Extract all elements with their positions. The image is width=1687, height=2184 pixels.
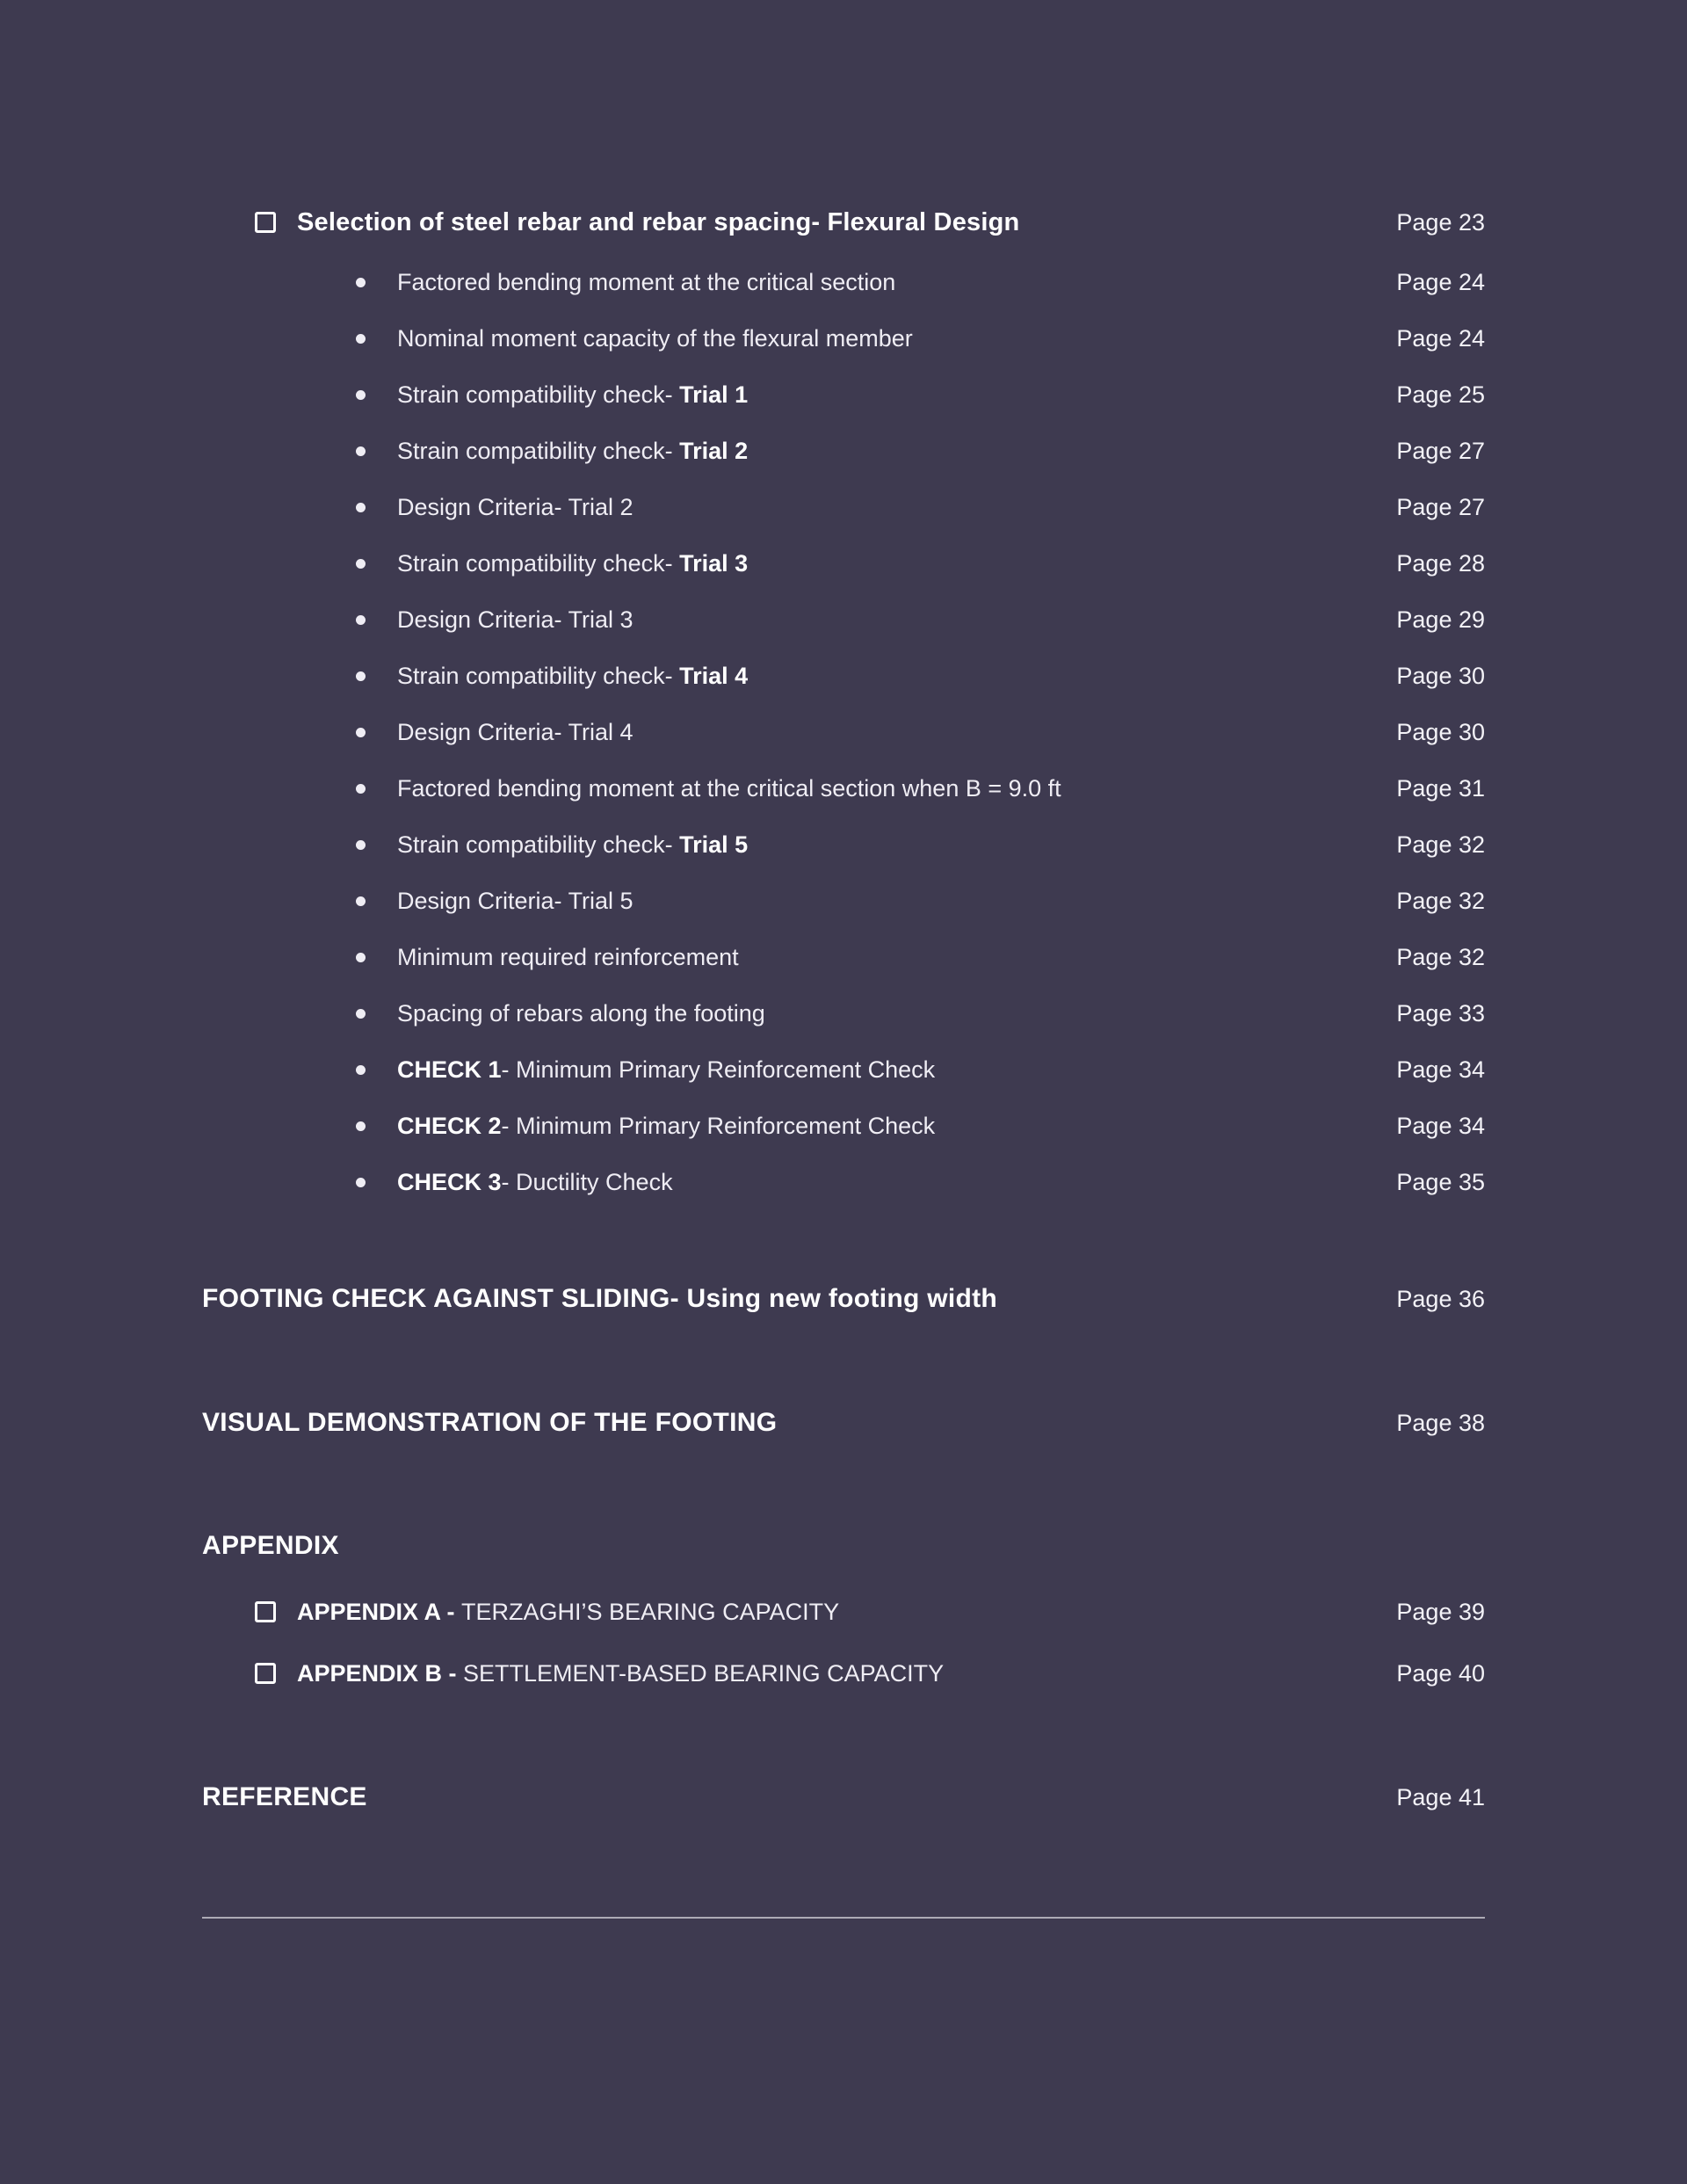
toc-item[interactable] — [202, 535, 1485, 591]
checkbox-icon[interactable] — [255, 212, 276, 233]
bullet-icon — [356, 278, 366, 287]
page-number: Page 33 — [1396, 999, 1485, 1027]
toc-item-label: Design Criteria- Trial 3 — [397, 606, 634, 633]
toc-item-label: CHECK 1- Minimum Primary Reinforcement Check — [397, 1056, 936, 1083]
page-number: Page 34 — [1396, 1056, 1485, 1083]
bullet-icon — [356, 390, 366, 400]
page-number: Page 24 — [1396, 268, 1485, 295]
checkbox-icon[interactable] — [255, 1601, 276, 1622]
bullet-icon — [356, 896, 366, 906]
page-number: Page 32 — [1396, 831, 1485, 858]
toc-item[interactable] — [202, 985, 1485, 1041]
toc-item-label: Strain compatibility check- Trial 5 — [397, 831, 749, 858]
bullet-icon — [356, 615, 366, 625]
divider — [202, 1917, 1485, 1919]
toc-item-label: Design Criteria- Trial 2 — [397, 493, 634, 520]
toc-item-label: Strain compatibility check- Trial 4 — [397, 662, 749, 689]
toc-item-label: Design Criteria- Trial 5 — [397, 887, 634, 914]
toc-item-label: Spacing of rebars along the footing — [397, 999, 765, 1027]
toc-item[interactable] — [202, 479, 1485, 535]
page-number: Page 41 — [1396, 1783, 1485, 1810]
toc-item-label: CHECK 3- Ductility Check — [397, 1168, 673, 1195]
toc-item[interactable] — [202, 816, 1485, 873]
toc-item-label: Design Criteria- Trial 4 — [397, 718, 634, 745]
toc-item-label: Minimum required reinforcement — [397, 943, 739, 970]
bullet-icon — [356, 1065, 366, 1075]
page-number: Page 34 — [1396, 1112, 1485, 1139]
page-number: Page 30 — [1396, 718, 1485, 745]
toc-item-label: Strain compatibility check- Trial 1 — [397, 381, 749, 408]
bullet-icon — [356, 1178, 366, 1187]
toc-item[interactable] — [202, 704, 1485, 760]
toc-item[interactable] — [202, 1154, 1485, 1210]
page-number: Page 28 — [1396, 549, 1485, 577]
section-label: REFERENCE — [202, 1782, 367, 1811]
toc-item-label: Factored bending moment at the critical section — [397, 268, 896, 295]
bullet-icon — [356, 334, 366, 344]
page-number: Page 38 — [1396, 1409, 1485, 1436]
bullet-icon — [356, 446, 366, 456]
page-number: Page 31 — [1396, 774, 1485, 802]
page-number: Page 27 — [1396, 437, 1485, 464]
page-number: Page 32 — [1396, 943, 1485, 970]
toc-section-reference[interactable] — [202, 1779, 1485, 1816]
appendix-item[interactable] — [202, 1592, 1485, 1632]
section-label: Selection of steel rebar and rebar spacing- Flexural Design — [297, 207, 1020, 236]
page-number: Page 39 — [1396, 1598, 1485, 1625]
appendix-item-label: APPENDIX B - SETTLEMENT-BASED BEARING CAPACITY — [297, 1659, 945, 1687]
toc-item[interactable] — [202, 873, 1485, 929]
toc-item[interactable] — [202, 423, 1485, 479]
page-number: Page 36 — [1396, 1285, 1485, 1312]
bullet-icon — [356, 784, 366, 794]
bullet-icon — [356, 1009, 366, 1019]
toc-item-label: Strain compatibility check- Trial 2 — [397, 437, 749, 464]
appendix-item[interactable] — [202, 1653, 1485, 1694]
page-number: Page 35 — [1396, 1168, 1485, 1195]
section-label: APPENDIX — [202, 1531, 339, 1560]
toc-item-label: Strain compatibility check- Trial 3 — [397, 549, 749, 577]
toc-item-label: Nominal moment capacity of the flexural member — [397, 324, 913, 352]
page-number: Page 23 — [1396, 208, 1485, 236]
toc-item[interactable] — [202, 1098, 1485, 1154]
toc-item-label: Factored bending moment at the critical section when B = 9.0 ft — [397, 774, 1061, 802]
bullet-icon — [356, 559, 366, 569]
toc-item[interactable] — [202, 929, 1485, 985]
toc-section-flexural-design[interactable] — [202, 204, 1485, 241]
toc-item[interactable] — [202, 760, 1485, 816]
toc-item[interactable] — [202, 648, 1485, 704]
page-number: Page 25 — [1396, 381, 1485, 408]
bullet-icon — [356, 503, 366, 512]
toc-item[interactable] — [202, 1041, 1485, 1098]
toc-item[interactable] — [202, 591, 1485, 648]
bullet-icon — [356, 840, 366, 850]
checkbox-icon[interactable] — [255, 1663, 276, 1684]
flexural-items — [202, 254, 1485, 1210]
page-number: Page 24 — [1396, 324, 1485, 352]
appendix-item-label: APPENDIX A - TERZAGHI’S BEARING CAPACITY — [297, 1598, 840, 1625]
toc-page — [202, 0, 1485, 1919]
toc-section-appendix — [202, 1527, 1485, 1564]
bullet-icon — [356, 671, 366, 681]
appendix-items — [202, 1592, 1485, 1694]
section-label: FOOTING CHECK AGAINST SLIDING- Using new footing width — [202, 1284, 998, 1313]
toc-section-footing-sliding[interactable] — [202, 1281, 1485, 1317]
toc-item[interactable] — [202, 310, 1485, 366]
page-number: Page 30 — [1396, 662, 1485, 689]
toc-item-label: CHECK 2- Minimum Primary Reinforcement Check — [397, 1112, 936, 1139]
page-number: Page 32 — [1396, 887, 1485, 914]
toc-section-visual-demonstration[interactable] — [202, 1404, 1485, 1441]
bullet-icon — [356, 953, 366, 962]
page-number: Page 40 — [1396, 1659, 1485, 1687]
page-number: Page 27 — [1396, 493, 1485, 520]
toc-item[interactable] — [202, 366, 1485, 423]
section-label: VISUAL DEMONSTRATION OF THE FOOTING — [202, 1408, 778, 1437]
bullet-icon — [356, 728, 366, 737]
toc-item[interactable] — [202, 254, 1485, 310]
page-number: Page 29 — [1396, 606, 1485, 633]
bullet-icon — [356, 1121, 366, 1131]
